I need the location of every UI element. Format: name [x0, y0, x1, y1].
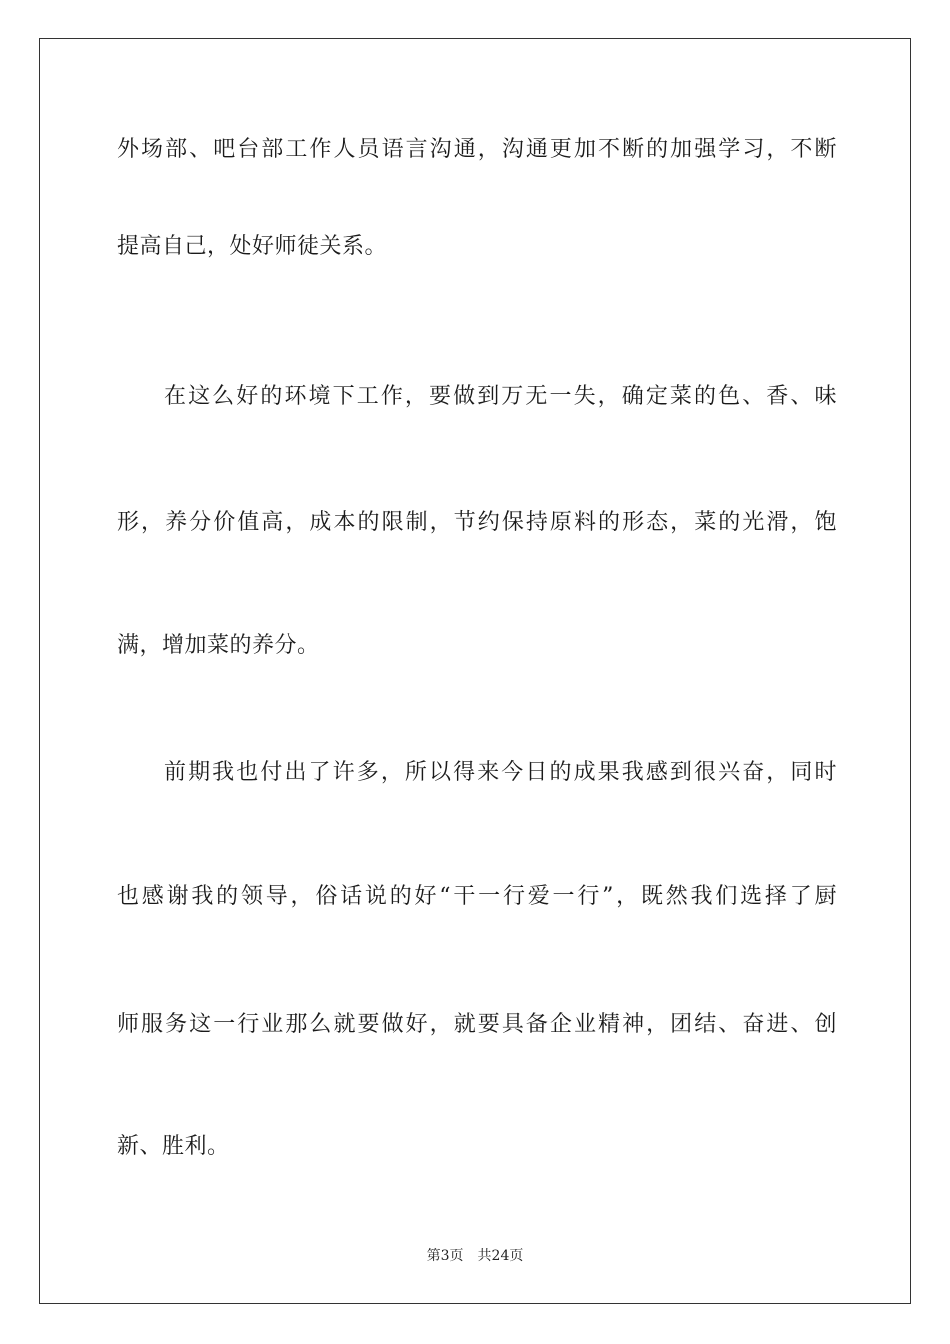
page-border: [39, 38, 911, 1304]
page-number-current: 第3页: [426, 1248, 464, 1264]
paragraph-line: 形，养分价值高，成本的限制，节约保持原料的形态，菜的光滑，饱: [117, 510, 837, 535]
paragraph-line: 外场部、吧台部工作人员语言沟通，沟通更加不断的加强学习，不断: [117, 137, 837, 162]
page-footer: [0, 1247, 950, 1265]
paragraph-line: 在这么好的环境下工作，要做到万无一失，确定菜的色、香、味: [164, 384, 837, 409]
paragraph-line: 前期我也付出了许多，所以得来今日的成果我感到很兴奋，同时: [164, 760, 837, 785]
paragraph-line: 提高自己，处好师徒关系。: [117, 234, 388, 259]
paragraph-line: 师服务这一行业那么就要做好，就要具备企业精神，团结、奋进、创: [117, 1012, 837, 1037]
paragraph-line: 满，增加菜的养分。: [117, 633, 320, 658]
paragraph-line: 也感谢我的领导，俗话说的好“干一行爱一行”，既然我们选择了厨: [117, 884, 837, 909]
paragraph-line: 新、胜利。: [117, 1134, 230, 1159]
page-number-total: 共24页: [477, 1248, 524, 1264]
